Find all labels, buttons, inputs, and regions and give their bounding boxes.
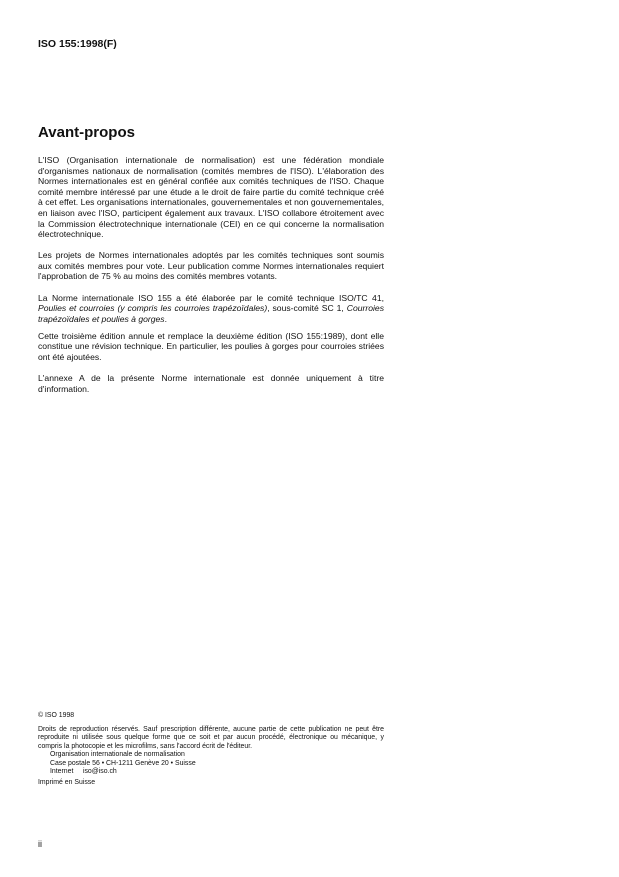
copyright-notice: © ISO 1998: [38, 712, 75, 719]
foreword-body: [38, 155, 384, 405]
paragraph-3: [38, 293, 384, 325]
document-id: ISO 155:1998(F): [38, 38, 117, 50]
rights-statement: Droits de reproduction réservés. Sauf prescription différente, aucune partie de cette publication ne peut être reproduite ni utilisée sous quelque forme que ce soit et par aucun procédé, électronique ou mécanique, y compris la photocopie et les microfilms, sans l'accord écrit de l'éditeur.: [38, 725, 384, 750]
internet-contact: Internet iso@iso.ch: [50, 768, 117, 775]
subcommittee-title: Courroies trapézoïdales et poulies à gorges: [38, 303, 384, 324]
paragraph-5: L'annexe A de la présente Norme internationale est donnée uniquement à titre d'information.: [38, 373, 384, 394]
paragraph-3-text-c: , sous-comité SC 1,: [267, 303, 347, 314]
paragraph-2: Les projets de Normes internationales adoptés par les comités techniques sont soumis aux comités membres pour vote. Leur publication comme Normes internationales requiert l'approbation de 75 % au moins des comités membres votants.: [38, 250, 384, 282]
organization-name: Organisation internationale de normalisation: [50, 751, 185, 758]
paragraph-1: L'ISO (Organisation internationale de normalisation) est une fédération mondiale d'organismes nationaux de normalisation (comités membres de l'ISO). L'élaboration des Normes internationales est en général confiée aux comités techniques de l'ISO. Chaque comité membre intéressé par une étude a le droit de faire partie du comité technique créé à cet effet. Les organisations internationales, gouvernementales et non gouvernementales, en liaison avec l'ISO, participent également aux travaux. L'ISO collabore étroitement avec la Commission électrotechnique internationale (CEI) en ce qui concerne la normalisation électrotechnique.: [38, 155, 384, 240]
paragraph-4: Cette troisième édition annule et remplace la deuxième édition (ISO 155:1989), dont elle constitue une révision technique. En particulier, les poulies à gorges pour courroies striées ont été ajoutées.: [38, 330, 384, 362]
committee-title: Poulies et courroies (y compris les courroies trapézoïdales): [38, 303, 268, 314]
page-title: Avant-propos: [38, 124, 135, 141]
postal-address: Case postale 56 • CH-1211 Genève 20 • Suisse: [50, 759, 196, 767]
page-number: ii: [38, 839, 42, 849]
paragraph-3-text-e: .: [164, 313, 167, 324]
paragraph-3-text-a: La Norme internationale ISO 155 a été élaborée par le comité technique ISO/TC 41,: [38, 292, 384, 303]
copyright-block: [38, 712, 384, 787]
printed-in: Imprimé en Suisse: [38, 778, 96, 786]
